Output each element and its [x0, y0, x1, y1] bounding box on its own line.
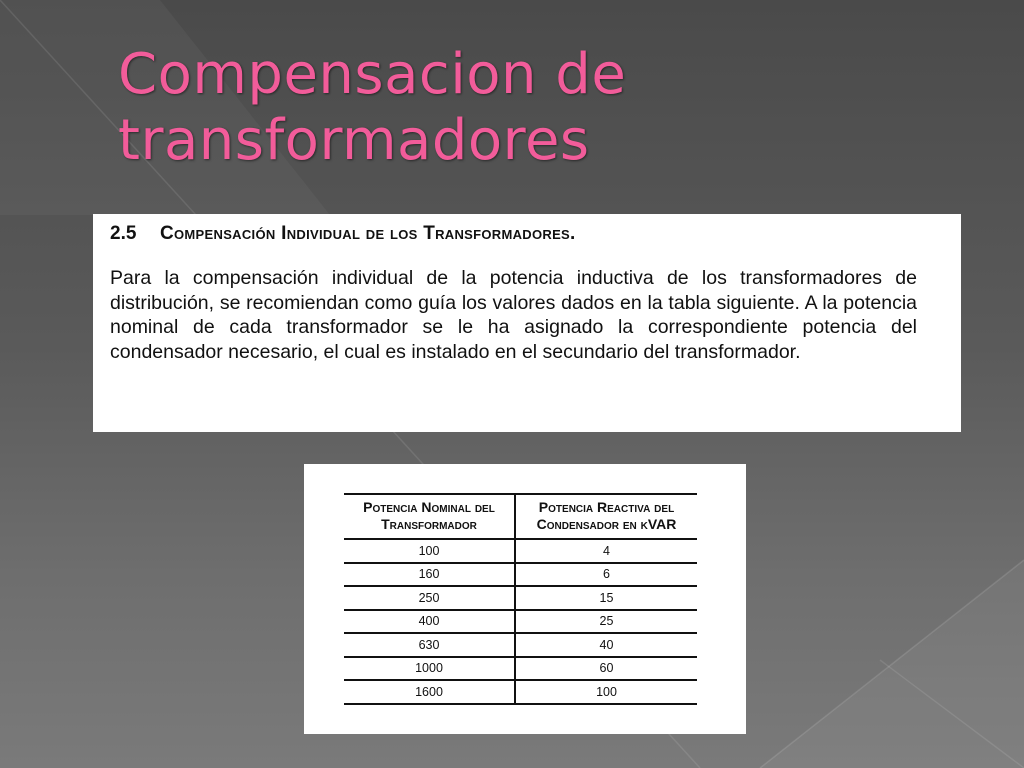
table-image [304, 464, 746, 734]
slide-title: Compensacion de transformadores [118, 42, 627, 173]
table-cell: 15 [515, 586, 697, 610]
section-number: 2.5 [110, 223, 137, 244]
table-cell: 1000 [344, 657, 515, 681]
table-cell: 60 [515, 657, 697, 681]
section-heading [110, 223, 917, 245]
compensation-table [344, 493, 697, 705]
table-row [344, 680, 697, 704]
column-header-nominal-power: Potencia Nominal del Transformador [344, 494, 515, 539]
table-row [344, 610, 697, 634]
table-row [344, 563, 697, 587]
section-title: Compensación Individual de los Transformadores. [160, 223, 576, 244]
table-row [344, 633, 697, 657]
table-row [344, 657, 697, 681]
column-header-reactive-power: Potencia Reactiva del Condensador en kVAR [515, 494, 697, 539]
table-cell: 6 [515, 563, 697, 587]
table-row [344, 539, 697, 563]
table-cell: 25 [515, 610, 697, 634]
table-header-row [344, 494, 697, 539]
table-cell: 100 [344, 539, 515, 563]
document-excerpt [93, 214, 961, 432]
table-cell: 100 [515, 680, 697, 704]
table-cell: 160 [344, 563, 515, 587]
table-cell: 40 [515, 633, 697, 657]
table-cell: 4 [515, 539, 697, 563]
section-paragraph: Para la compensación individual de la potencia inductiva de los transformadores de distribución, se recomiendan como guía los valores dados en la tabla siguiente. A la potencia nominal de cada transformador se le ha asignado la correspondiente potencia del condensador necesario, el cual es instalado en el secundario del transformador. [110, 267, 917, 363]
table-row [344, 586, 697, 610]
table-cell: 250 [344, 586, 515, 610]
table-cell: 1600 [344, 680, 515, 704]
table-cell: 630 [344, 633, 515, 657]
table-cell: 400 [344, 610, 515, 634]
